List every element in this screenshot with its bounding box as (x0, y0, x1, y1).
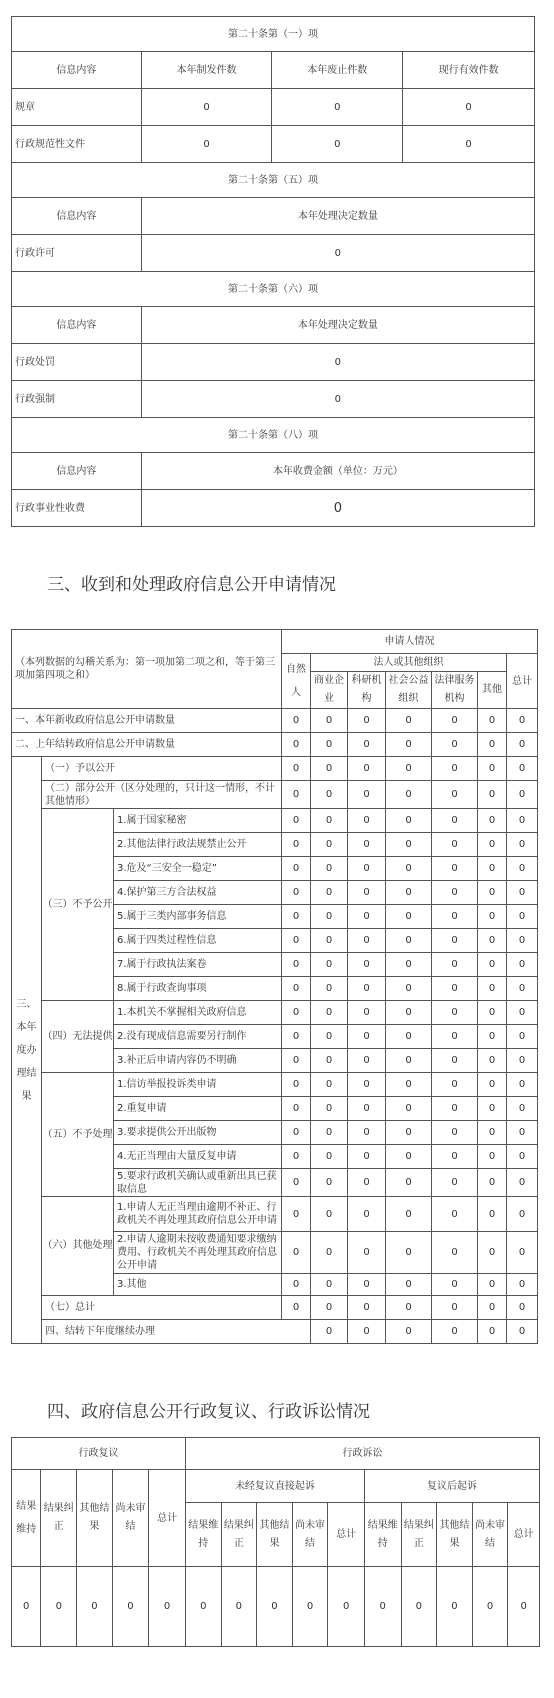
cell-value: 0 (432, 1049, 478, 1073)
cell-value: 0 (478, 905, 507, 929)
cell-value: 0 (478, 1232, 507, 1274)
cell-value: 0 (507, 1232, 538, 1274)
cell-value: 0 (432, 733, 478, 757)
cell-value: 0 (386, 781, 432, 809)
cell-value: 0 (478, 881, 507, 905)
row-label: （一）予以公开 (42, 757, 282, 781)
cell-value: 0 (282, 709, 311, 733)
cell-value: 0 (348, 1320, 386, 1344)
review-col-header: 其他结果 (77, 1470, 113, 1567)
sub-row-label: 2.其他法律行政法规禁止公开 (114, 833, 282, 857)
cell-value: 0 (507, 1145, 538, 1169)
row-label: 规章 (12, 89, 142, 126)
cell-value: 0 (386, 881, 432, 905)
cell-value: 0 (386, 857, 432, 881)
cell-value: 0 (507, 1001, 538, 1025)
cell-value: 0 (141, 89, 272, 126)
cell-value: 0 (348, 1121, 386, 1145)
sub-row-label: 3.其他 (114, 1274, 282, 1296)
cell-value: 0 (478, 733, 507, 757)
cell-value: 0 (478, 1320, 507, 1344)
column-header: 本年处理决定数量 (141, 198, 534, 235)
cell-value: 0 (432, 1232, 478, 1274)
cell-value: 0 (432, 1169, 478, 1197)
row-label: 二、上年结转政府信息公开申请数量 (12, 733, 282, 757)
cell-value: 0 (478, 1073, 507, 1097)
cell-value: 0 (478, 709, 507, 733)
cell-value: 0 (507, 857, 538, 881)
cell-value: 0 (348, 781, 386, 809)
cell-value: 0 (311, 1274, 348, 1296)
cell-value: 0 (478, 1197, 507, 1232)
direct-col-header: 结果纠正 (221, 1503, 257, 1567)
cell-value: 0 (282, 1169, 311, 1197)
cell-value: 0 (282, 781, 311, 809)
cell-value: 0 (508, 1567, 540, 1647)
cell-value: 0 (507, 1025, 538, 1049)
cell-value: 0 (282, 1025, 311, 1049)
group-label: （三）不予公开 (42, 809, 114, 1001)
cell-value: 0 (348, 757, 386, 781)
cell-value: 0 (432, 1197, 478, 1232)
cell-value: 0 (311, 1197, 348, 1232)
after-col-header: 结果维持 (364, 1503, 401, 1567)
cell-value: 0 (311, 781, 348, 809)
cell-value: 0 (507, 1169, 538, 1197)
cell-value: 0 (432, 905, 478, 929)
cell-value: 0 (386, 929, 432, 953)
cell-value: 0 (432, 1121, 478, 1145)
cell-value: 0 (478, 1121, 507, 1145)
cell-value: 0 (478, 757, 507, 781)
cell-value: 0 (432, 809, 478, 833)
cell-value: 0 (311, 1145, 348, 1169)
cell-value: 0 (507, 833, 538, 857)
cell-value: 0 (311, 953, 348, 977)
cell-value: 0 (311, 1025, 348, 1049)
cell-value: 0 (311, 809, 348, 833)
cell-value: 0 (432, 953, 478, 977)
cell-value: 0 (282, 905, 311, 929)
direct-col-header: 尚未审结 (292, 1503, 328, 1567)
cell-value: 0 (348, 905, 386, 929)
cell-value: 0 (386, 733, 432, 757)
row-label: 四、结转下年度继续办理 (42, 1320, 311, 1344)
cell-value: 0 (311, 1001, 348, 1025)
cell-value: 0 (432, 929, 478, 953)
group-label: （五）不予处理 (42, 1073, 114, 1197)
cell-value: 0 (432, 781, 478, 809)
cell-value: 0 (282, 1001, 311, 1025)
cell-value: 0 (282, 857, 311, 881)
cell-value: 0 (348, 977, 386, 1001)
cell-value: 0 (282, 809, 311, 833)
cell-value: 0 (507, 1073, 538, 1097)
cell-value: 0 (403, 89, 535, 126)
cell-value: 0 (282, 1049, 311, 1073)
cell-value: 0 (311, 1232, 348, 1274)
cell-value: 0 (432, 1296, 478, 1320)
applications-table (11, 629, 538, 1344)
sub-row-label: 1.本机关不掌握相关政府信息 (114, 1001, 282, 1025)
cell-value: 0 (401, 1567, 437, 1647)
cell-value: 0 (472, 1567, 508, 1647)
review-col-header: 结果维持 (12, 1470, 41, 1567)
row-label: 一、本年新收政府信息公开申请数量 (12, 709, 282, 733)
cell-value: 0 (282, 1145, 311, 1169)
cell-value: 0 (386, 953, 432, 977)
row-label: （二）部分公开（区分处理的，只计这一情形，不计其他情形） (42, 781, 282, 809)
cell-value: 0 (282, 953, 311, 977)
section-heading: 三、收到和处理政府信息公开申请情况 (47, 575, 336, 595)
cell-value: 0 (185, 1567, 221, 1647)
cell-value: 0 (432, 833, 478, 857)
cell-value: 0 (141, 490, 534, 527)
sub-row-label: 4.保护第三方合法权益 (114, 881, 282, 905)
sub-row-label: 3.危及“三安全一稳定” (114, 857, 282, 881)
cell-value: 0 (348, 809, 386, 833)
legal-col-header: 法律服务机构 (432, 672, 478, 709)
cell-value: 0 (386, 1049, 432, 1073)
after-col-header: 总计 (508, 1503, 540, 1567)
cell-value: 0 (311, 1097, 348, 1121)
cell-value: 0 (386, 1001, 432, 1025)
table-note: （本列数据的勾稽关系为：第一项加第二项之和，等于第三项加第四项之和） (12, 630, 282, 709)
cell-value: 0 (282, 1274, 311, 1296)
group-label: （六）其他处理 (42, 1197, 114, 1296)
cell-value: 0 (311, 857, 348, 881)
cell-value: 0 (386, 1274, 432, 1296)
cell-value: 0 (77, 1567, 113, 1647)
sub-row-label: 1.信访举报投诉类申请 (114, 1073, 282, 1097)
cell-value: 0 (311, 1296, 348, 1320)
cell-value: 0 (478, 1169, 507, 1197)
cell-value: 0 (507, 977, 538, 1001)
cell-value: 0 (311, 1121, 348, 1145)
cell-value: 0 (282, 1097, 311, 1121)
cell-value: 0 (141, 381, 534, 418)
after-col-header: 尚未审结 (472, 1503, 508, 1567)
sub-row-label: 2.没有现成信息需要另行制作 (114, 1025, 282, 1049)
row-label: 行政许可 (12, 235, 142, 272)
cell-value: 0 (348, 1296, 386, 1320)
section-heading: 四、政府信息公开行政复议、行政诉讼情况 (47, 1402, 370, 1422)
cell-value: 0 (507, 1049, 538, 1073)
cell-value: 0 (478, 1274, 507, 1296)
cell-value: 0 (478, 953, 507, 977)
cell-value: 0 (507, 1274, 538, 1296)
cell-value: 0 (282, 977, 311, 1001)
cell-value: 0 (478, 1097, 507, 1121)
cell-value: 0 (348, 709, 386, 733)
cell-value: 0 (403, 126, 535, 163)
natural-person-header: 自然人 (282, 654, 311, 709)
cell-value: 0 (432, 709, 478, 733)
cell-value: 0 (432, 1274, 478, 1296)
cell-value: 0 (386, 1296, 432, 1320)
cell-value: 0 (282, 929, 311, 953)
cell-value: 0 (282, 1073, 311, 1097)
cell-value: 0 (112, 1567, 149, 1647)
cell-value: 0 (348, 1169, 386, 1197)
cell-value: 0 (386, 1073, 432, 1097)
cell-value: 0 (257, 1567, 293, 1647)
cell-value: 0 (507, 905, 538, 929)
cell-value: 0 (478, 1296, 507, 1320)
cell-value: 0 (141, 126, 272, 163)
cell-value: 0 (386, 1145, 432, 1169)
cell-value: 0 (12, 1567, 41, 1647)
column-header: 本年处理决定数量 (141, 307, 534, 344)
cell-value: 0 (478, 833, 507, 857)
direct-col-header: 结果维持 (185, 1503, 221, 1567)
cell-value: 0 (348, 1097, 386, 1121)
cell-value: 0 (282, 733, 311, 757)
review-litigation-table (11, 1437, 540, 1647)
sub-row-label: 8.属于行政查询事项 (114, 977, 282, 1001)
cell-value: 0 (386, 1025, 432, 1049)
row-label: 行政规范性文件 (12, 126, 142, 163)
review-header: 行政复议 (12, 1438, 186, 1470)
cell-value: 0 (348, 1274, 386, 1296)
row-label: 行政事业性收费 (12, 490, 142, 527)
cell-value: 0 (478, 809, 507, 833)
cell-value: 0 (348, 1049, 386, 1073)
cell-value: 0 (311, 1073, 348, 1097)
cell-value: 0 (282, 833, 311, 857)
sub-row-label: 3.补正后申请内容仍不明确 (114, 1049, 282, 1073)
cell-value: 0 (507, 733, 538, 757)
sub-row-label: 4.无正当理由大量反复申请 (114, 1145, 282, 1169)
cell-value: 0 (386, 1121, 432, 1145)
review-col-header: 结果纠正 (41, 1470, 77, 1567)
cell-value: 0 (507, 1320, 538, 1344)
cell-value: 0 (149, 1567, 186, 1647)
sub-row-label: 5.要求行政机关确认或重新出具已获取信息 (114, 1169, 282, 1197)
cell-value: 0 (507, 953, 538, 977)
legal-col-header: 其他 (478, 672, 507, 709)
cell-value: 0 (432, 1025, 478, 1049)
cell-value: 0 (386, 905, 432, 929)
cell-value: 0 (478, 929, 507, 953)
cell-value: 0 (507, 1197, 538, 1232)
sub-row-label: 2.重复申请 (114, 1097, 282, 1121)
cell-value: 0 (507, 1296, 538, 1320)
sub-row-label: 5.属于三类内部事务信息 (114, 905, 282, 929)
after-col-header: 其他结果 (437, 1503, 473, 1567)
cell-value: 0 (386, 1097, 432, 1121)
cell-value: 0 (311, 1049, 348, 1073)
cell-value: 0 (311, 709, 348, 733)
section-title: 第二十条第（八）项 (12, 418, 535, 453)
cell-value: 0 (311, 833, 348, 857)
cell-value: 0 (507, 809, 538, 833)
cell-value: 0 (437, 1567, 473, 1647)
column-header: 本年制发件数 (141, 52, 272, 89)
sub-row-label: 1.申请人无正当理由逾期不补正、行政机关不再处理其政府信息公开申请 (114, 1197, 282, 1232)
cell-value: 0 (478, 1001, 507, 1025)
cell-value: 0 (221, 1567, 257, 1647)
cell-value: 0 (282, 757, 311, 781)
legal-col-header: 社会公益组织 (386, 672, 432, 709)
sub-row-label: 1.属于国家秘密 (114, 809, 282, 833)
review-col-header: 尚未审结 (112, 1470, 149, 1567)
cell-value: 0 (386, 977, 432, 1001)
sub-row-label: 7.属于行政执法案卷 (114, 953, 282, 977)
cell-value: 0 (348, 857, 386, 881)
cell-value: 0 (311, 1169, 348, 1197)
article-20-table (11, 16, 535, 527)
section-title: 第二十条第（一）项 (12, 17, 535, 52)
cell-value: 0 (348, 1001, 386, 1025)
cell-value: 0 (432, 1097, 478, 1121)
cell-value: 0 (432, 857, 478, 881)
cell-value: 0 (386, 1197, 432, 1232)
total-header: 总计 (507, 654, 538, 709)
direct-suit-header: 未经复议直接起诉 (185, 1470, 364, 1503)
cell-value: 0 (328, 1567, 365, 1647)
cell-value: 0 (311, 905, 348, 929)
cell-value: 0 (311, 929, 348, 953)
legal-col-header: 科研机构 (348, 672, 386, 709)
cell-value: 0 (386, 1232, 432, 1274)
cell-value: 0 (311, 733, 348, 757)
review-col-header: 总计 (149, 1470, 186, 1567)
column-header: 本年废止件数 (272, 52, 403, 89)
cell-value: 0 (272, 126, 403, 163)
cell-value: 0 (507, 1121, 538, 1145)
direct-col-header: 总计 (328, 1503, 365, 1567)
litigation-header: 行政诉讼 (185, 1438, 539, 1470)
cell-value: 0 (478, 1049, 507, 1073)
cell-value: 0 (311, 1320, 348, 1344)
row-label: （七）总计 (42, 1296, 282, 1320)
cell-value: 0 (432, 1073, 478, 1097)
legal-org-header: 法人或其他组织 (311, 654, 507, 672)
cell-value: 0 (41, 1567, 77, 1647)
cell-value: 0 (386, 709, 432, 733)
cell-value: 0 (282, 1121, 311, 1145)
sub-row-label: 6.属于四类过程性信息 (114, 929, 282, 953)
cell-value: 0 (386, 833, 432, 857)
cell-value: 0 (348, 1073, 386, 1097)
cell-value: 0 (432, 881, 478, 905)
cell-value: 0 (386, 809, 432, 833)
after-col-header: 结果纠正 (401, 1503, 437, 1567)
cell-value: 0 (478, 857, 507, 881)
row-label: 行政处罚 (12, 344, 142, 381)
cell-value: 0 (311, 881, 348, 905)
cell-value: 0 (507, 929, 538, 953)
column-header: 现行有效件数 (403, 52, 535, 89)
cell-value: 0 (432, 757, 478, 781)
column-header: 信息内容 (12, 453, 142, 490)
applicant-header: 申请人情况 (282, 630, 538, 654)
cell-value: 0 (141, 344, 534, 381)
cell-value: 0 (478, 781, 507, 809)
cell-value: 0 (348, 833, 386, 857)
section3-label: 三、本年度办理结果 (12, 757, 42, 1344)
cell-value: 0 (311, 977, 348, 1001)
cell-value: 0 (348, 1197, 386, 1232)
after-review-header: 复议后起诉 (364, 1470, 539, 1503)
column-header: 信息内容 (12, 52, 142, 89)
column-header: 信息内容 (12, 307, 142, 344)
cell-value: 0 (141, 235, 534, 272)
cell-value: 0 (348, 929, 386, 953)
cell-value: 0 (348, 1145, 386, 1169)
cell-value: 0 (282, 1197, 311, 1232)
section-title: 第二十条第（五）项 (12, 163, 535, 198)
cell-value: 0 (348, 1232, 386, 1274)
cell-value: 0 (282, 1232, 311, 1274)
cell-value: 0 (432, 1320, 478, 1344)
section-title: 第二十条第（六）项 (12, 272, 535, 307)
cell-value: 0 (311, 757, 348, 781)
cell-value: 0 (386, 1320, 432, 1344)
cell-value: 0 (478, 977, 507, 1001)
direct-col-header: 其他结果 (257, 1503, 293, 1567)
group-label: （四）无法提供 (42, 1001, 114, 1073)
cell-value: 0 (432, 1145, 478, 1169)
cell-value: 0 (348, 733, 386, 757)
cell-value: 0 (282, 881, 311, 905)
row-label: 行政强制 (12, 381, 142, 418)
sub-row-label: 3.要求提供公开出版物 (114, 1121, 282, 1145)
cell-value: 0 (348, 1025, 386, 1049)
cell-value: 0 (348, 953, 386, 977)
cell-value: 0 (507, 1097, 538, 1121)
sub-row-label: 2.申请人逾期未按收费通知要求缴纳费用、行政机关不再处理其政府信息公开申请 (114, 1232, 282, 1274)
column-header: 本年收费金额（单位：万元） (141, 453, 534, 490)
cell-value: 0 (507, 781, 538, 809)
cell-value: 0 (432, 1001, 478, 1025)
cell-value: 0 (292, 1567, 328, 1647)
cell-value: 0 (507, 709, 538, 733)
cell-value: 0 (478, 1025, 507, 1049)
cell-value: 0 (507, 881, 538, 905)
cell-value: 0 (478, 1145, 507, 1169)
cell-value: 0 (507, 757, 538, 781)
legal-col-header: 商业企业 (311, 672, 348, 709)
cell-value: 0 (348, 881, 386, 905)
cell-value: 0 (386, 1169, 432, 1197)
cell-value: 0 (432, 977, 478, 1001)
column-header: 信息内容 (12, 198, 142, 235)
cell-value: 0 (272, 89, 403, 126)
cell-value: 0 (386, 757, 432, 781)
cell-value: 0 (282, 1296, 311, 1320)
cell-value: 0 (364, 1567, 401, 1647)
